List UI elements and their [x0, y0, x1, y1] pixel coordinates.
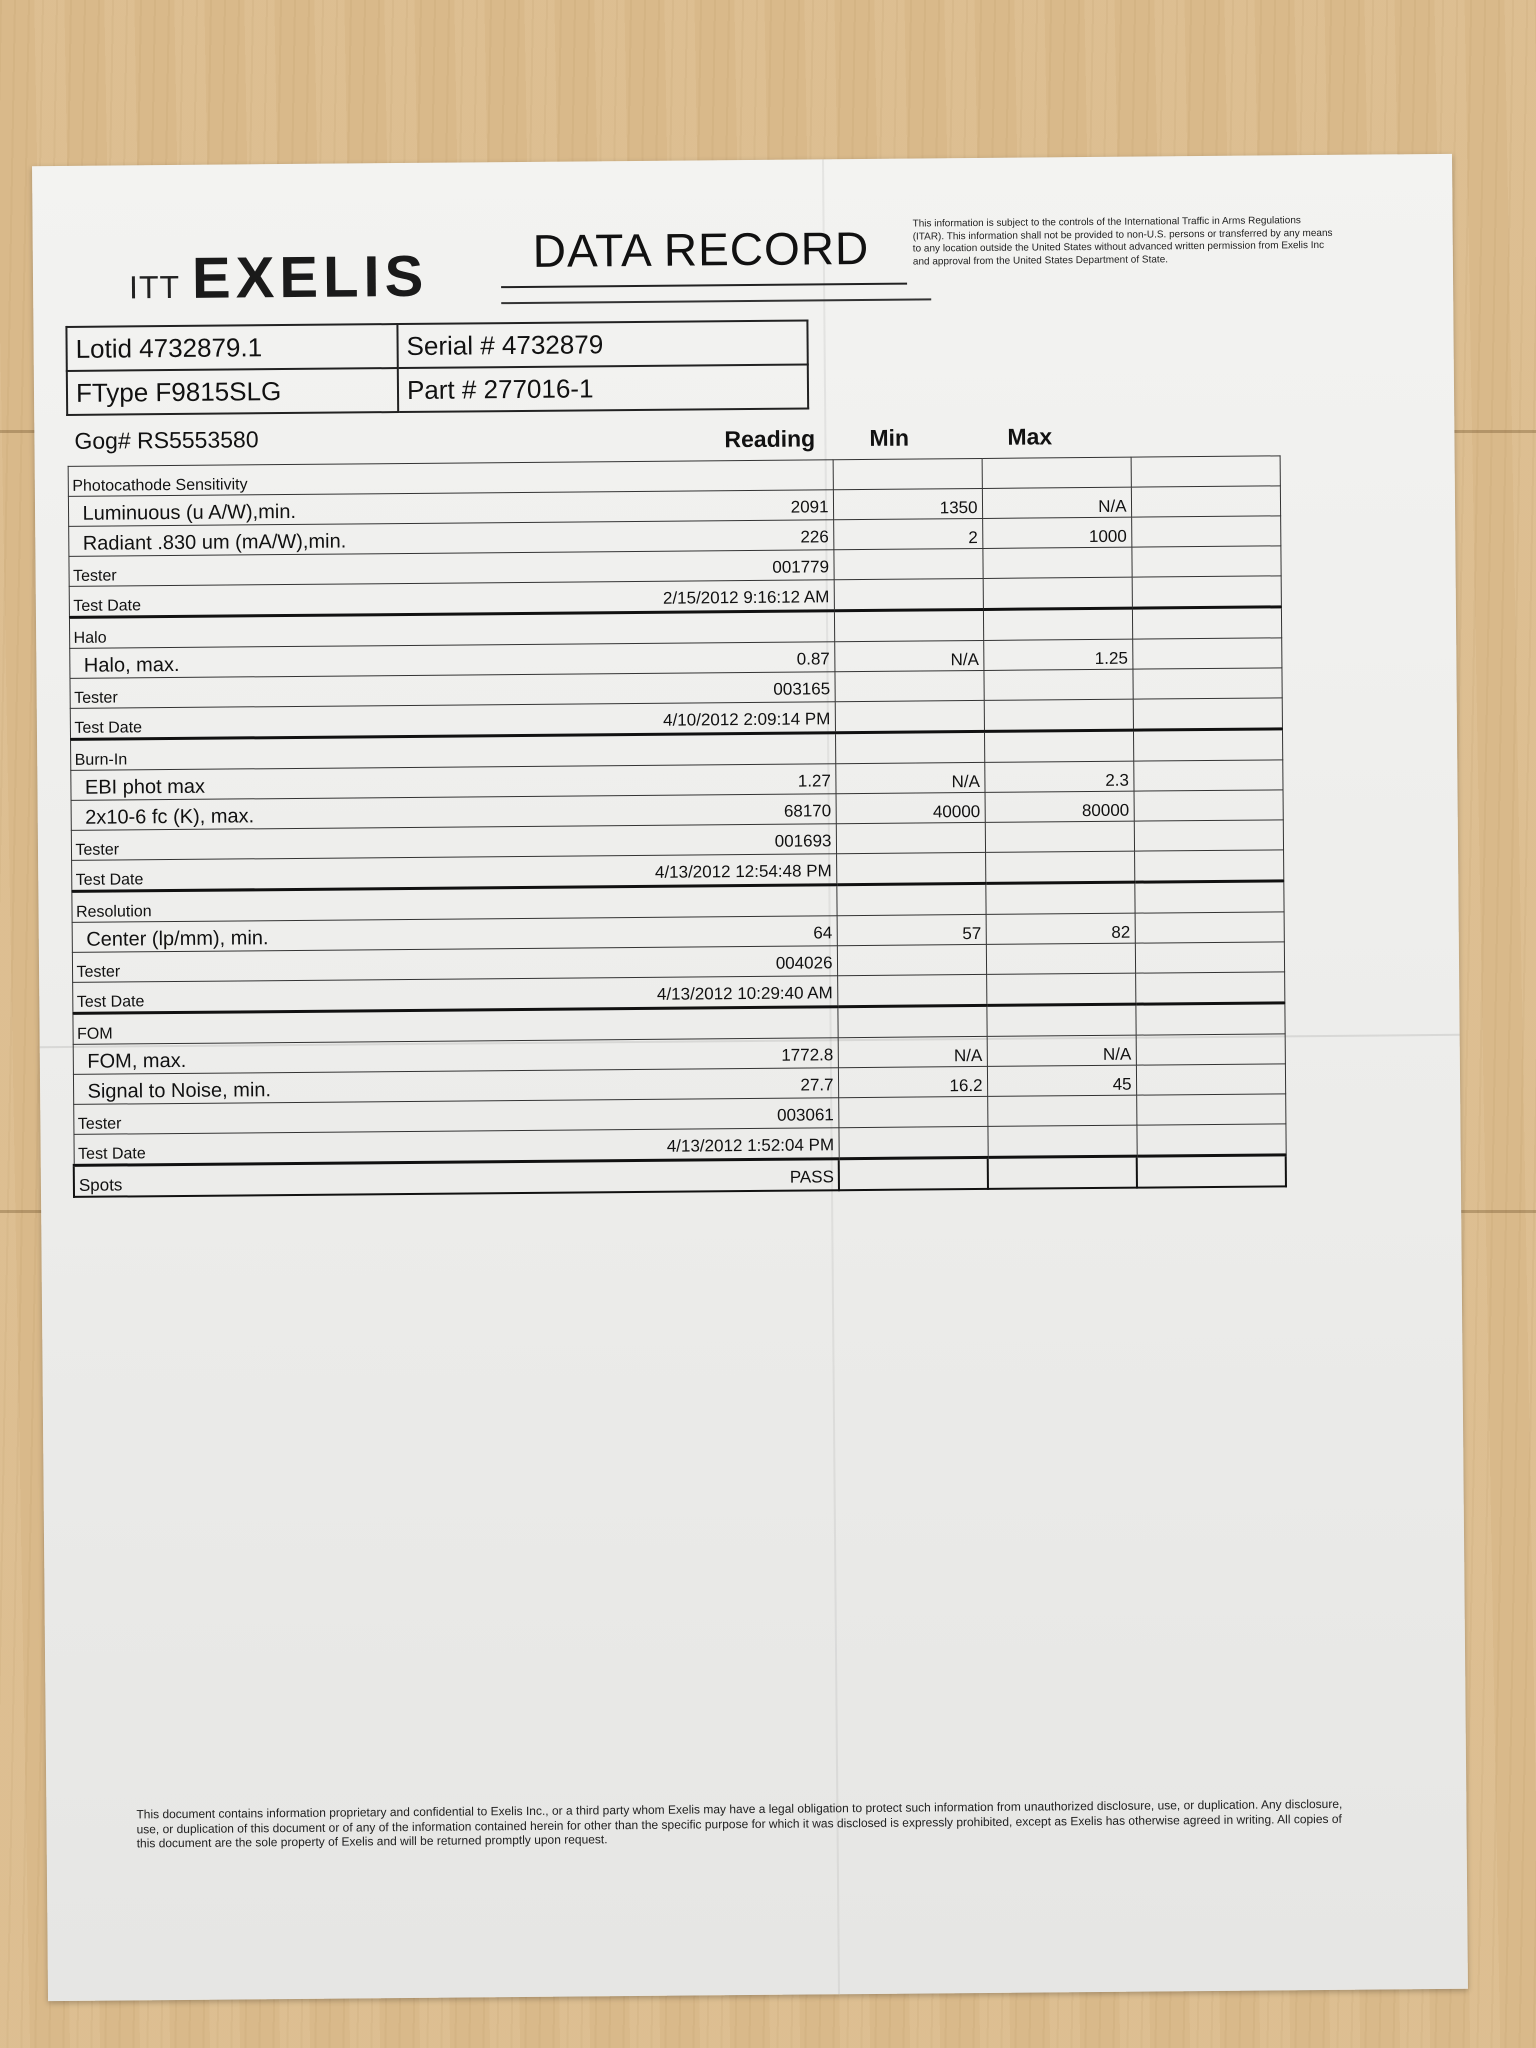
min-value: N/A: [834, 640, 983, 671]
reading-value: 4/13/2012 12:54:48 PM: [654, 861, 832, 882]
max-value: [986, 1004, 1135, 1036]
blank-cell: [1135, 1003, 1284, 1035]
title-underline: [501, 298, 931, 304]
row-label: Luminuous (u A/W),min.: [82, 500, 297, 525]
row-label: EBI phot max: [84, 775, 206, 799]
max-value: [986, 973, 1135, 1005]
row-label: Test Date: [74, 719, 143, 737]
max-column-header: Max: [1007, 423, 1053, 450]
blank-cell: [1131, 456, 1280, 487]
min-value: 57: [837, 914, 986, 945]
title-underline: [501, 283, 907, 289]
blank-cell: [1134, 850, 1283, 882]
min-value: [838, 1126, 987, 1158]
document-title: DATA RECORD: [532, 221, 870, 277]
blank-cell: [1133, 698, 1282, 730]
max-value: [985, 821, 1134, 852]
min-value: [834, 609, 983, 641]
max-value: [987, 1095, 1136, 1126]
blank-cell: [1132, 607, 1281, 639]
blank-cell: [1132, 576, 1281, 608]
min-value: [837, 1005, 986, 1037]
row-label: Radiant .830 um (mA/W),min.: [82, 530, 347, 555]
row-label: Tester: [74, 689, 118, 707]
max-value: 1000: [982, 517, 1131, 548]
min-value: 16.2: [838, 1066, 987, 1097]
reading-value: 4/13/2012 10:29:40 AM: [656, 983, 833, 1004]
min-value: [835, 731, 984, 763]
min-value: 40000: [836, 792, 985, 823]
blank-cell: [1136, 1094, 1285, 1125]
reading-value: 2/15/2012 9:16:12 AM: [662, 587, 830, 608]
blank-cell: [1135, 912, 1284, 943]
confidentiality-footer: This document contains information proprietary and confidential to Exelis Inc., or a third party whom Exelis may have a legal obligation to protect such information from unauthorized disclosure, use, or duplication. Any disclosure, use, or duplication of this document or of any of the information contained herein for other than the specific purpose for which it was disclosed is expressly prohibited, except as Exelis has otherwise agreed in writing. All copies of this document are the sole property of Exelis and will be returned promptly upon request.: [136, 1796, 1343, 1851]
max-value: 2.3: [984, 761, 1133, 792]
row-label: Spots: [78, 1175, 123, 1195]
data-record-sheet: [32, 154, 1468, 2001]
reading-value: 64: [813, 923, 833, 943]
reading-value: 226: [800, 527, 829, 547]
min-value: [835, 700, 984, 732]
reading-value: 2091: [790, 497, 829, 517]
reading-value: 0.87: [796, 649, 830, 669]
row-label: Tester: [73, 567, 117, 585]
min-value: [836, 822, 985, 853]
blank-cell: [1135, 942, 1284, 973]
row-label: Resolution: [75, 903, 152, 921]
row-label: Test Date: [75, 871, 144, 889]
blank-cell: [1136, 1124, 1285, 1156]
reading-value: 4/10/2012 2:09:14 PM: [662, 709, 831, 730]
max-value: 80000: [985, 791, 1134, 822]
max-value: [984, 730, 1133, 762]
blank-cell: [1136, 1064, 1285, 1095]
row-label: Test Date: [78, 1145, 146, 1163]
reading-value: 4/13/2012 1:52:04 PM: [666, 1135, 835, 1156]
max-value: N/A: [982, 487, 1131, 518]
max-value: [983, 577, 1132, 609]
row-label: Signal to Noise, min.: [87, 1079, 272, 1103]
min-value: [839, 1157, 988, 1190]
max-value: N/A: [987, 1035, 1136, 1066]
reading-value: 003165: [773, 679, 831, 699]
row-label: Burn-In: [74, 751, 128, 769]
reading-value: 1772.8: [781, 1045, 834, 1065]
itar-notice: This information is subject to the controls of the International Traffic in Arms Regulations (ITAR). This information shall not be provided to non-U.S. persons or transferred by any means to any location outside the United States without advanced written permission from Exelis Inc and approval from the United States Department of State.: [912, 215, 1333, 268]
min-value: [836, 883, 985, 915]
min-column-header: Min: [869, 424, 910, 451]
row-label: Tester: [75, 841, 120, 859]
reading-value: 68170: [783, 801, 832, 821]
reading-value: 001779: [772, 557, 830, 577]
reading-value: 1.27: [797, 771, 831, 791]
min-value: [836, 852, 985, 884]
reading-value: 001693: [774, 831, 832, 851]
blank-cell: [1131, 486, 1280, 517]
min-value: [833, 458, 982, 489]
row-label: Tester: [77, 1115, 122, 1133]
ftype-cell: FType F9815SLG: [67, 368, 398, 415]
blank-cell: [1134, 790, 1283, 821]
max-value: [983, 669, 1132, 700]
blank-cell: [1134, 820, 1283, 851]
row-label: Halo, max.: [83, 653, 180, 677]
logo-brand: EXELIS: [191, 243, 429, 311]
blank-cell: [1133, 760, 1282, 791]
min-value: N/A: [838, 1036, 987, 1067]
part-cell: Part # 277016-1: [398, 364, 808, 412]
max-value: 1.25: [983, 639, 1132, 670]
blank-cell: [1136, 1034, 1285, 1065]
min-value: [837, 944, 986, 975]
blank-cell: [1132, 668, 1281, 699]
row-label: Photocathode Sensitivity: [72, 476, 248, 495]
max-value: [986, 943, 1135, 974]
row-label: Tester: [76, 963, 121, 981]
max-value: [982, 547, 1131, 578]
blank-cell: [1134, 881, 1283, 913]
blank-cell: [1131, 546, 1280, 577]
reading-column-header: Reading: [724, 425, 816, 453]
reading-value: 004026: [775, 953, 833, 973]
blank-cell: [1132, 638, 1281, 669]
min-value: N/A: [835, 762, 984, 793]
row-label: Test Date: [73, 597, 142, 615]
min-value: [834, 670, 983, 701]
identification-table: [65, 319, 809, 415]
max-value: [987, 1125, 1136, 1157]
row-label: Halo: [73, 629, 107, 647]
max-value: 82: [986, 913, 1135, 944]
row-label: FOM, max.: [87, 1049, 187, 1073]
test-results-table: [67, 455, 1287, 1198]
serial-cell: Serial # 4732879: [397, 320, 807, 368]
blank-cell: [1135, 972, 1284, 1004]
row-label: Test Date: [76, 993, 145, 1011]
logo-prefix: ITT: [128, 268, 181, 306]
row-label-cell: [74, 1159, 839, 1197]
reading-value: PASS: [789, 1167, 834, 1187]
blank-cell: [1131, 516, 1280, 547]
min-value: [834, 578, 983, 610]
max-value: [988, 1156, 1137, 1189]
blank-cell: [1137, 1155, 1286, 1188]
min-value: [833, 548, 982, 579]
max-value: [982, 457, 1131, 488]
row-label: Center (lp/mm), min.: [86, 927, 269, 951]
max-value: 45: [987, 1065, 1136, 1096]
max-value: [985, 882, 1134, 914]
min-value: [837, 974, 986, 1006]
min-value: 2: [833, 518, 982, 549]
min-value: 1350: [833, 488, 982, 519]
lotid-cell: Lotid 4732879.1: [66, 324, 397, 371]
company-logo: [129, 243, 429, 313]
gog-number: Gog# RS5553580: [74, 426, 259, 454]
max-value: [983, 608, 1132, 640]
row-label: FOM: [77, 1025, 113, 1043]
blank-cell: [1133, 729, 1282, 761]
reading-value: 003061: [777, 1105, 834, 1125]
min-value: [838, 1096, 987, 1127]
max-value: [985, 851, 1134, 883]
row-label: 2x10-6 fc (K), max.: [85, 805, 255, 829]
reading-value: 27.7: [800, 1075, 834, 1095]
max-value: [984, 699, 1133, 731]
